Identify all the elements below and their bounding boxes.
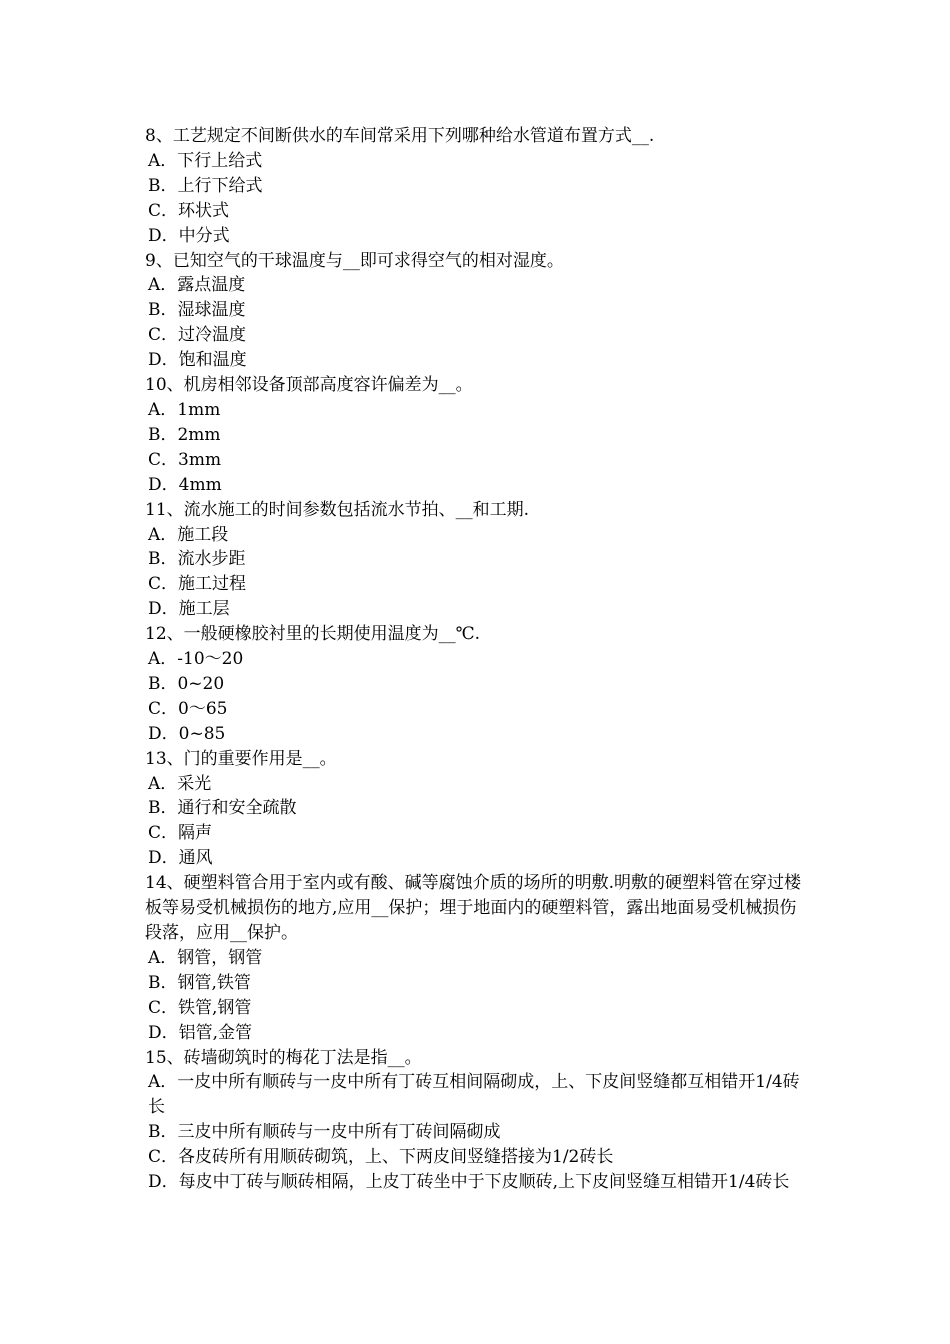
option-d: D．中分式 [148, 225, 230, 246]
question-text: 15、砖墙砌筑时的梅花丁法是指__。 [145, 1047, 422, 1068]
option-a: A．-10～20 [148, 649, 244, 670]
option-a: A．一皮中所有顺砖与一皮中所有丁砖互相间隔砌成，上、下皮间竖缝都互相错开1/4砖长 [148, 1072, 800, 1118]
option-c: C．施工过程 [148, 574, 247, 595]
question-text: 12、一般硬橡胶衬里的长期使用温度为__℃. [145, 624, 481, 645]
option-d: D．每皮中丁砖与顺砖相隔，上皮丁砖坐中于下皮顺砖,上下皮间竖缝互相错开1/4砖长 [148, 1172, 790, 1193]
option-a: A．施工段 [148, 524, 229, 545]
question-11 [145, 498, 810, 623]
option-a: A．下行上给式 [148, 150, 263, 171]
option-c: C．3mm [148, 449, 222, 470]
option-c: C．隔声 [148, 823, 213, 844]
option-a: A．1mm [148, 399, 221, 420]
option-b: B．湿球温度 [148, 300, 246, 321]
question-10 [145, 373, 810, 498]
option-d: D．通风 [148, 848, 213, 869]
question-text: 13、门的重要作用是__。 [145, 748, 337, 769]
option-b: B．流水步距 [148, 549, 246, 570]
option-c: C．过冷温度 [148, 325, 247, 346]
option-b: B．钢管,铁管 [148, 972, 251, 993]
question-text: 8、工艺规定不间断供水的车间常采用下列哪种给水管道布置方式__. [145, 126, 655, 146]
option-b: B．2mm [148, 424, 221, 445]
option-d: D．饱和温度 [148, 350, 247, 371]
question-14 [145, 871, 810, 1045]
option-b: B．三皮中所有顺砖与一皮中所有丁砖间隔砌成 [148, 1122, 501, 1143]
question-text: 10、机房相邻设备顶部高度容许偏差为__。 [145, 375, 473, 396]
document-page [145, 124, 810, 1195]
question-12 [145, 622, 810, 747]
option-b: B．上行下给式 [148, 175, 263, 196]
option-a: A．钢管，钢管 [148, 947, 263, 968]
question-15 [145, 1046, 810, 1195]
option-b: B．0~20 [148, 673, 225, 694]
question-text: 9、已知空气的干球温度与__即可求得空气的相对湿度。 [145, 250, 564, 271]
question-13 [145, 747, 810, 872]
question-text: 11、流水施工的时间参数包括流水节拍、__和工期. [145, 499, 530, 520]
option-d: D．施工层 [148, 599, 230, 620]
option-b: B．通行和安全疏散 [148, 798, 297, 819]
option-d: D．0~85 [148, 723, 226, 744]
option-c: C．0～65 [148, 698, 228, 719]
option-a: A．采光 [148, 773, 212, 794]
question-text: 14、硬塑料管合用于室内或有酸、碱等腐蚀介质的场所的明敷.明敷的硬塑料管在穿过楼板等易受机械损伤的地方,应用__保护；埋于地面内的硬塑料管，露出地面易受机械损伤段落，应用__保护。 [145, 873, 802, 943]
option-c: C．环状式 [148, 200, 230, 221]
option-a: A．露点温度 [148, 275, 246, 296]
option-d: D．4mm [148, 474, 222, 495]
question-9 [145, 249, 810, 374]
option-d: D．铝管,金管 [148, 1022, 253, 1043]
option-c: C．各皮砖所有用顺砖砌筑，上、下两皮间竖缝搭接为1/2砖长 [148, 1147, 614, 1168]
question-8 [145, 124, 810, 249]
option-c: C．铁管,钢管 [148, 997, 252, 1018]
